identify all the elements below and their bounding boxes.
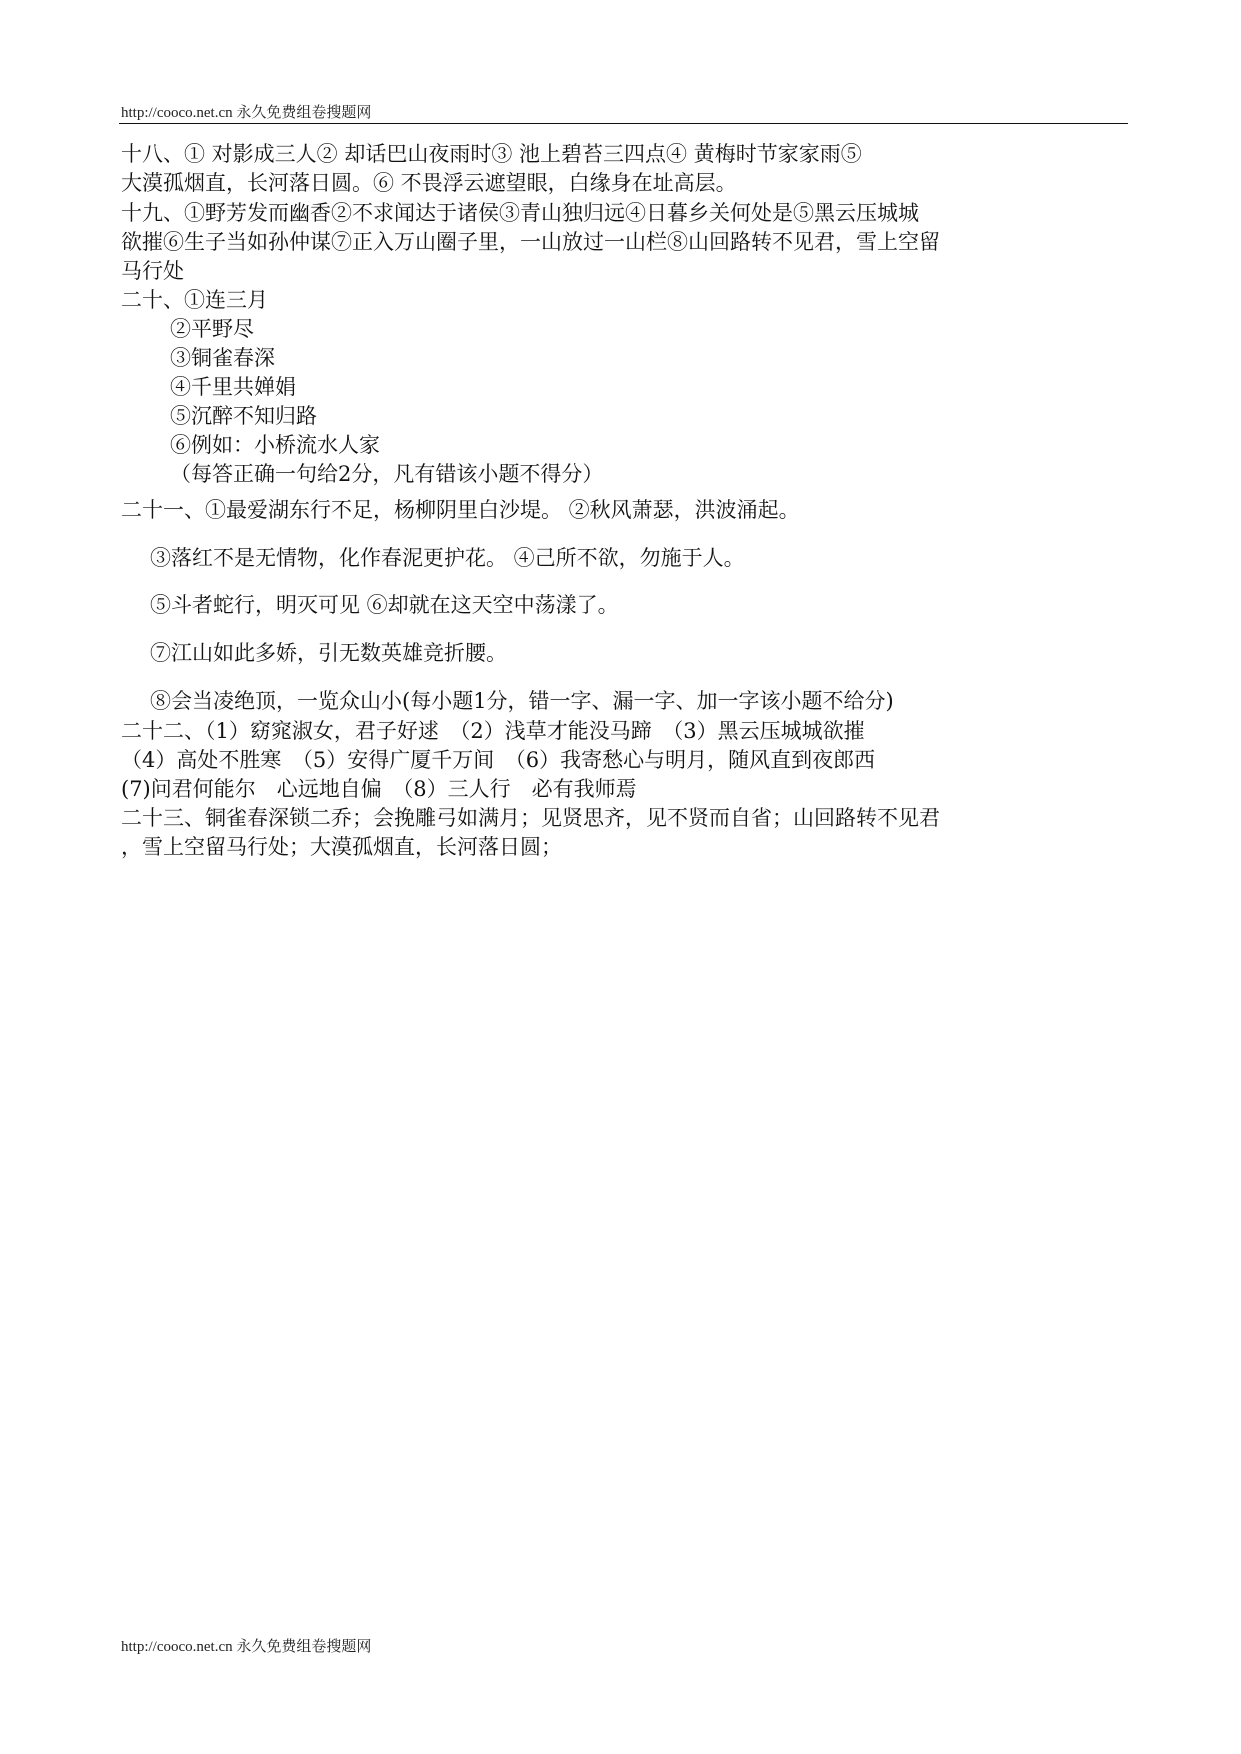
answer-line: 二十、①连三月 [121,288,268,312]
answer-line: （每答正确一句给2分，凡有错该小题不得分） [170,462,604,486]
footer-site-text: http://cooco.net.cn 永久免费组卷搜题网 [121,1639,372,1655]
answer-line: ⑦江山如此多娇，引无数英雄竞折腰。 [150,641,507,665]
answer-line: 大漠孤烟直，长河落日圆。⑥ 不畏浮云遮望眼，白缘身在址高层。 [121,171,737,195]
answer-line: ③铜雀春深 [170,346,275,370]
answer-line: (7)问君何能尔 心远地自偏 （8）三人行 必有我师焉 [121,777,637,801]
answer-line: 二十三、铜雀春深锁二乔；会挽雕弓如满月；见贤思齐，见不贤而自省；山回路转不见君 [121,806,940,830]
answer-line: ，雪上空留马行处；大漠孤烟直，长河落日圆； [121,835,562,859]
answer-line: 欲摧⑥生子当如孙仲谋⑦正入万山圈子里，一山放过一山栏⑧山回路转不见君，雪上空留 [121,230,940,254]
answer-line: ⑤沉醉不知归路 [170,404,317,428]
answer-line: ③落红不是无情物，化作春泥更护花。 ④己所不欲，勿施于人。 [150,546,745,570]
answer-line: ②平野尽 [170,317,254,341]
answer-line: 二十一、①最爱湖东行不足，杨柳阴里白沙堤。 ②秋风萧瑟，洪波涌起。 [121,498,800,522]
answer-line: 马行处 [121,259,184,283]
answer-line: 二十二、（1）窈窕淑女，君子好逑 （2）浅草才能没马蹄 （3）黑云压城城欲摧 [121,719,865,743]
header-site-text: http://cooco.net.cn 永久免费组卷搜题网 [121,105,372,121]
header-divider [119,123,1128,124]
answer-line: ⑧会当凌绝顶，一览众山小(每小题1分，错一字、漏一字、加一字该小题不给分) [150,689,894,713]
answer-line: ⑤斗者蛇行，明灭可见 ⑥却就在这天空中荡漾了。 [150,593,619,617]
answer-line: 十九、①野芳发而幽香②不求闻达于诸侯③青山独归远④日暮乡关何处是⑤黑云压城城 [121,201,919,225]
answer-line: ⑥例如：小桥流水人家 [170,433,380,457]
answer-line: （4）高处不胜寒 （5）安得广厦千万间 （6）我寄愁心与明月，随风直到夜郎西 [121,748,876,772]
answer-line: ④千里共婵娟 [170,375,296,399]
answer-line: 十八、① 对影成三人② 却话巴山夜雨时③ 池上碧苔三四点④ 黄梅时节家家雨⑤ [121,142,862,166]
